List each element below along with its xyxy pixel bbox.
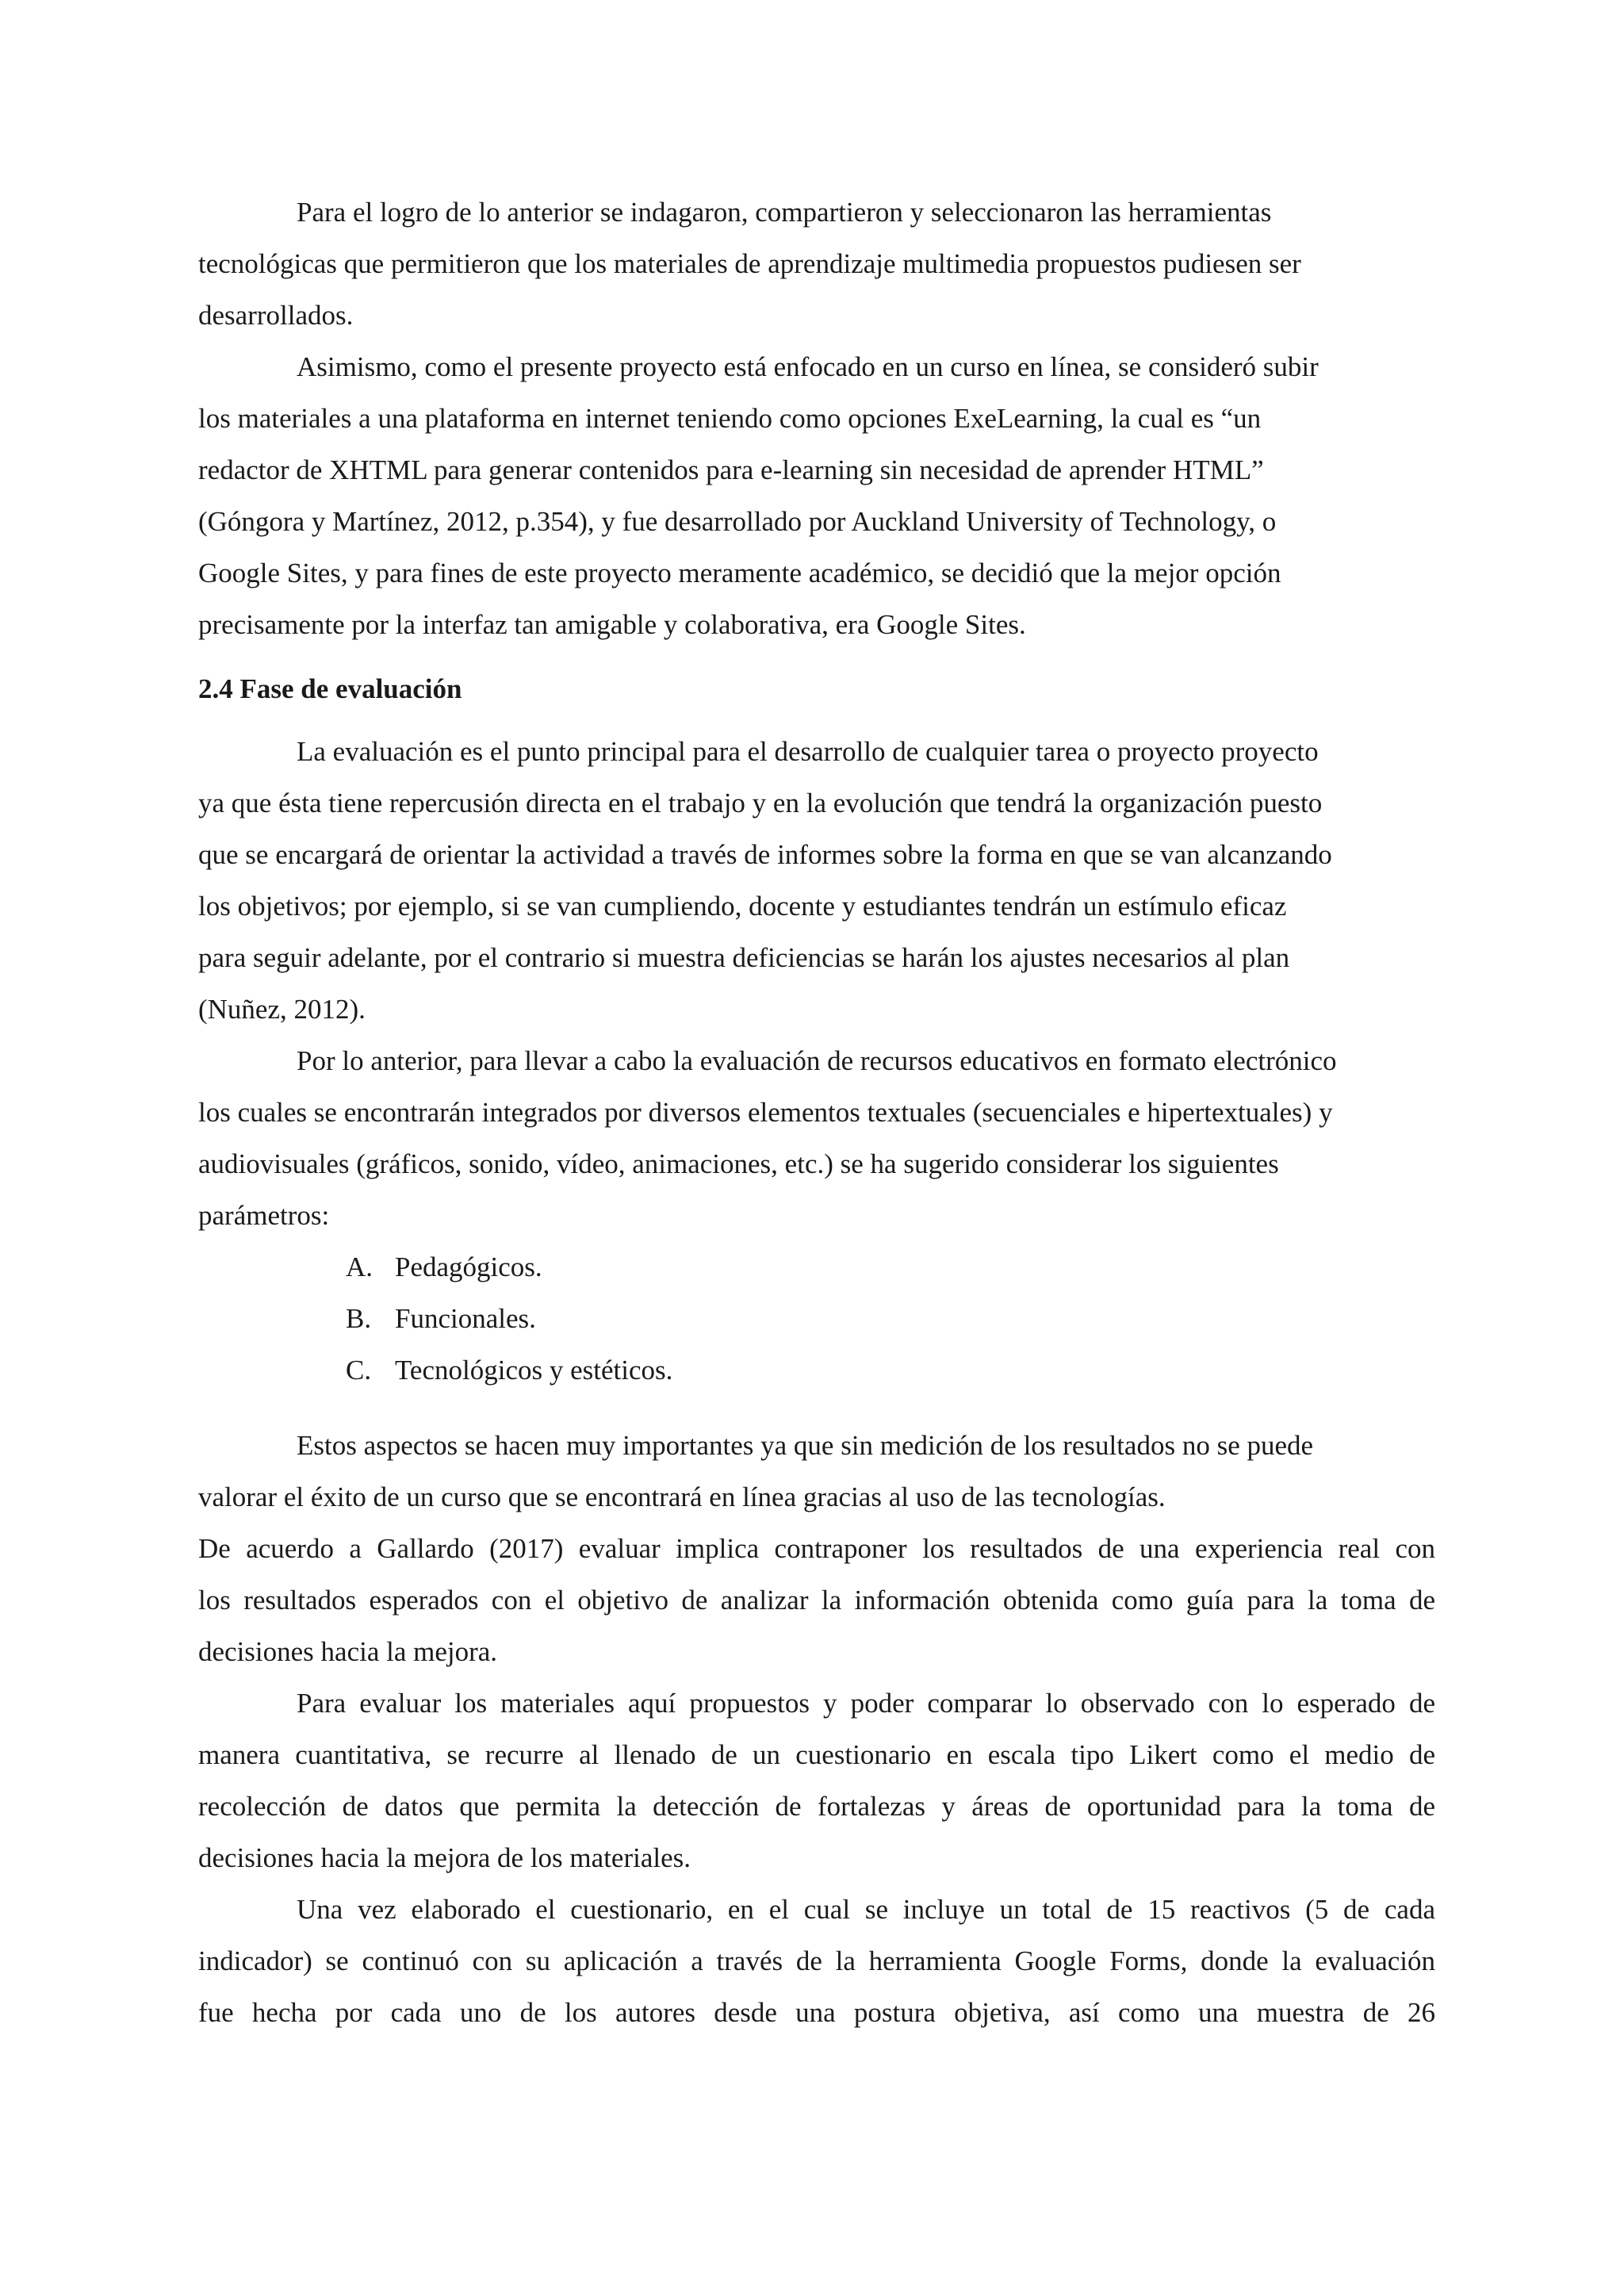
list-item bbox=[346, 1344, 1435, 1396]
text-line: los cuales se encontrarán integrados por diversos elementos textuales (secuenciales e hipertextuales) y bbox=[198, 1097, 1333, 1128]
text-line: redactor de XHTML para generar contenidos para e-learning sin necesidad de aprender HTML” bbox=[198, 454, 1264, 485]
text-line: decisiones hacia la mejora. bbox=[198, 1636, 498, 1667]
section-heading: 2.4 Fase de evaluación bbox=[198, 673, 462, 704]
text-line: Para el logro de lo anterior se indagaron, compartieron y seleccionaron las herramientas bbox=[297, 197, 1272, 228]
text-line: Para evaluar los materiales aquí propuestos y poder comparar lo observado con lo esperado de bbox=[297, 1688, 1435, 1719]
text-line: Estos aspectos se hacen muy importantes ya que sin medición de los resultados no se puede bbox=[297, 1430, 1314, 1461]
text-line: desarrollados. bbox=[198, 300, 354, 331]
list-item bbox=[346, 1293, 1435, 1344]
list-item-text: Pedagógicos. bbox=[395, 1251, 542, 1282]
paragraph-gallardo bbox=[198, 1523, 1435, 1677]
list-marker: B. bbox=[346, 1303, 372, 1334]
text-line: ya que ésta tiene repercusión directa en el trabajo y en la evolución que tendrá la organización puesto bbox=[198, 788, 1323, 818]
text-line: para seguir adelante, por el contrario si muestra deficiencias se harán los ajustes necesarios al plan bbox=[198, 942, 1290, 973]
text-line: (Góngora y Martínez, 2012, p.354), y fue desarrollado por Auckland University of Technology, o bbox=[198, 506, 1277, 537]
text-line: La evaluación es el punto principal para el desarrollo de cualquier tarea o proyecto proyecto bbox=[297, 736, 1319, 767]
text-line: Asimismo, como el presente proyecto está enfocado en un curso en línea, se consideró subir bbox=[297, 351, 1319, 382]
text-line: De acuerdo a Gallardo (2017) evaluar implica contraponer los resultados de una experiencia real con bbox=[198, 1533, 1435, 1564]
parameter-list bbox=[346, 1241, 1435, 1396]
text-line: parámetros: bbox=[198, 1200, 330, 1231]
text-line: tecnológicas que permitieron que los materiales de aprendizaje multimedia propuestos pudiesen ser bbox=[198, 248, 1301, 279]
text-line: los objetivos; por ejemplo, si se van cumpliendo, docente y estudiantes tendrán un estímulo eficaz bbox=[198, 891, 1287, 922]
list-marker: C. bbox=[346, 1355, 372, 1386]
paragraph-importance bbox=[198, 1420, 1435, 1523]
text-line: Por lo anterior, para llevar a cabo la evaluación de recursos educativos en formato electrónico bbox=[297, 1045, 1337, 1076]
list-marker: A. bbox=[346, 1251, 373, 1282]
paragraph-tools bbox=[198, 186, 1435, 341]
document-page bbox=[198, 186, 1435, 2038]
text-line: audiovisuales (gráficos, sonido, vídeo, animaciones, etc.) se ha sugerido considerar los siguientes bbox=[198, 1148, 1279, 1179]
paragraph-likert bbox=[198, 1677, 1435, 1884]
text-line: indicador) se continuó con su aplicación a través de la herramienta Google Forms, donde la evaluación bbox=[198, 1945, 1435, 1976]
text-line: precisamente por la interfaz tan amigable y colaborativa, era Google Sites. bbox=[198, 609, 1026, 640]
text-line: los materiales a una plataforma en internet teniendo como opciones ExeLearning, la cual es “un bbox=[198, 403, 1262, 434]
paragraph-parameters bbox=[198, 1035, 1435, 1241]
text-line: fue hecha por cada uno de los autores desde una postura objetiva, así como una muestra de 26 bbox=[198, 1997, 1435, 2028]
paragraph-questionnaire bbox=[198, 1884, 1435, 2038]
text-line: Google Sites, y para fines de este proyecto meramente académico, se decidió que la mejor opción bbox=[198, 558, 1281, 588]
spacer bbox=[198, 1396, 1435, 1420]
list-item bbox=[346, 1241, 1435, 1293]
paragraph-evaluation bbox=[198, 726, 1435, 1035]
text-line: los resultados esperados con el objetivo de analizar la información obtenida como guía para la toma de bbox=[198, 1585, 1435, 1616]
text-line: recolección de datos que permita la detección de fortalezas y áreas de oportunidad para la toma de bbox=[198, 1791, 1435, 1822]
text-line: decisiones hacia la mejora de los materiales. bbox=[198, 1842, 691, 1873]
text-line: que se encargará de orientar la actividad a través de informes sobre la forma en que se van alcanzando bbox=[198, 839, 1332, 870]
list-item-text: Funcionales. bbox=[395, 1303, 536, 1334]
text-line: (Nuñez, 2012). bbox=[198, 994, 366, 1025]
text-line: valorar el éxito de un curso que se encontrará en línea gracias al uso de las tecnologías. bbox=[198, 1481, 1166, 1512]
text-line: manera cuantitativa, se recurre al llenado de un cuestionario en escala tipo Likert como el medio de bbox=[198, 1739, 1435, 1770]
paragraph-platform bbox=[198, 341, 1435, 650]
list-item-text: Tecnológicos y estéticos. bbox=[395, 1355, 673, 1386]
text-line: Una vez elaborado el cuestionario, en el cual se incluye un total de 15 reactivos (5 de cada bbox=[297, 1894, 1435, 1925]
